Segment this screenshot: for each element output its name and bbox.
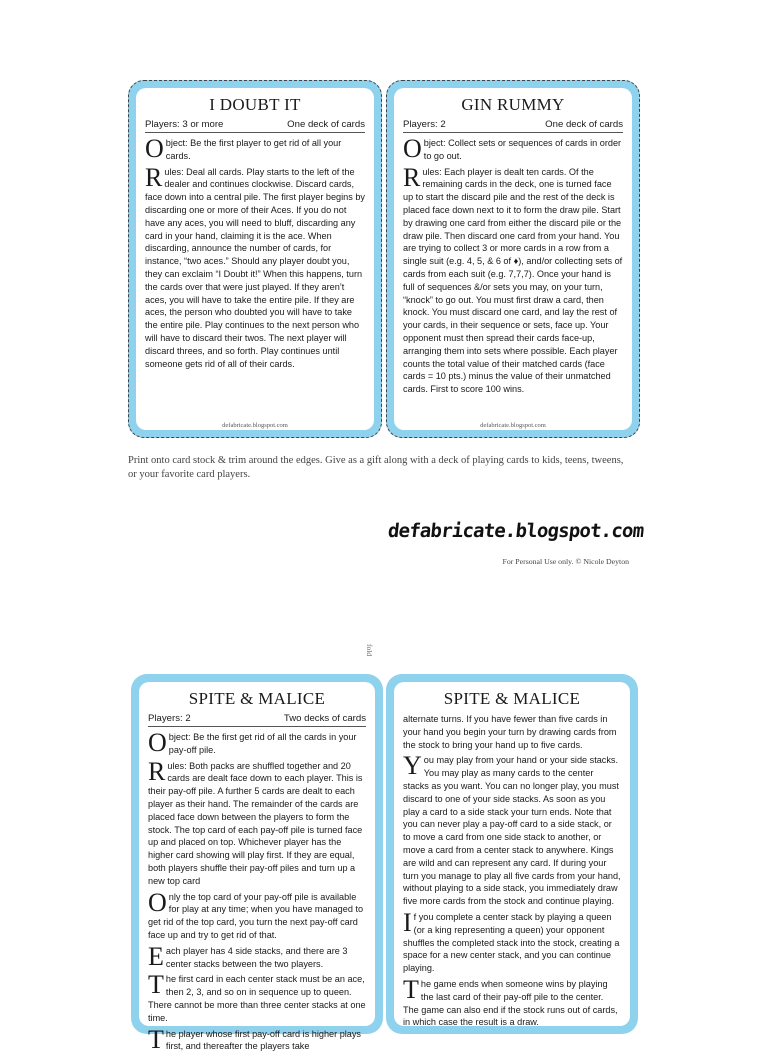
rules-paragraph bbox=[148, 887, 366, 942]
rules-text: ules: Each player is dealt ten cards. Of the remaining cards in the deck, one is turned face up to start the discard pile and the rest of the deck is placed face down next to it to form the draw pile. Start by drawing one card from either the discard pile or the draw pile. Then discard one card from your hand. You are trying to collect 3 or more cards in a row from a single suit (e.g. 4, 5, & 6 of ♦), and/or collecting sets of cards from each suit (e.g. 7,7,7). Once your hand is full of sequences &/or sets you may, on your turn, “knock” to go out. You must first draw a card, then knock. You must discard one card, and lay the rest of your cards, in their sequence or sets, face up. Your opponent must then spread their cards face-up, arranging them into sets where possible. Each player counts the total value of their matched cards (face cards = 10 pts.) minus the value of their unmatched cards. First to score 100 wins. bbox=[403, 166, 623, 395]
players-label: Players: 2 bbox=[403, 119, 446, 130]
object-paragraph bbox=[148, 728, 366, 757]
card-i-doubt-it bbox=[128, 80, 382, 438]
drop-cap: T bbox=[148, 1024, 164, 1054]
rules-paragraph bbox=[148, 941, 366, 971]
equipment-label: One deck of cards bbox=[287, 119, 365, 130]
card-footer: defabricate.blogspot.com bbox=[480, 422, 546, 429]
rules-paragraph bbox=[403, 713, 621, 751]
drop-cap: E bbox=[148, 941, 164, 971]
rules-text: f you complete a center stack by playing a queen (or a king representing a queen) your opponent shuffles the completed stack into the stock, creating a space for a new center stack, and you can continue playing. bbox=[403, 911, 620, 974]
drop-cap: O bbox=[148, 728, 167, 757]
card-title: SPITE & MALICE bbox=[188, 689, 326, 708]
rules-text: nly the top card of your pay-off pile is available for play at any time; when you have managed to get rid of the top card, you turn the next pay-off card face up and try to get rid of that. bbox=[148, 891, 364, 940]
equipment-label: Two decks of cards bbox=[283, 713, 366, 724]
drop-cap: R bbox=[403, 162, 421, 192]
card-meta bbox=[403, 119, 623, 133]
rules-text: ules: Both packs are shuffled together and 20 cards are dealt face down to each player. This is their pay-off pile. A further 5 cards are dealt to each player as their hand. The remainder of the cards are placed face down between the players to form the stock. The top card of each pay-off pile is turned face up and placed on top. Whichever player has the higher card showing will play first. If they are equal, both players shuffle their pay-off piles and turn up a new top card bbox=[148, 760, 363, 886]
card-gin-rummy-body bbox=[394, 88, 632, 430]
copyright-credit: For Personal Use only. © Nicole Deyton bbox=[502, 557, 629, 566]
object-paragraph bbox=[145, 134, 365, 163]
fold-label: fold bbox=[365, 644, 374, 657]
rules-text: alternate turns. If you have fewer than five cards in your hand you begin your turn by drawing cards from the stock to bring your hand up to five cards. bbox=[403, 714, 617, 750]
drop-cap: T bbox=[148, 970, 164, 1000]
rules-paragraph bbox=[148, 756, 366, 888]
rules-text: he first card in each center stack must be an ace, then 2, 3, and so on in sequence up to queen. There cannot be more than three center stacks at one time. bbox=[148, 974, 366, 1023]
drop-cap: I bbox=[403, 907, 412, 937]
card-gin-rummy bbox=[386, 80, 640, 438]
drop-cap: T bbox=[403, 974, 419, 1004]
object-text: bject: Be the first player to get rid of all your cards. bbox=[165, 138, 342, 161]
print-instructions: Print onto card stock & trim around the edges. Give as a gift along with a deck of playing cards to kids, teens, tweens, or your favorite card players. bbox=[128, 455, 624, 480]
card-title: GIN RUMMY bbox=[461, 95, 565, 114]
equipment-label: One deck of cards bbox=[545, 119, 623, 130]
rules-text: ou may play from your hand or your side stacks. You may play as many cards to the center stacks as you want. You can no longer play, you must discard to one of your side stacks. As soon as you play a card to a side stack your turn ends. Note that you can never play a pay-off card to a side stack, or to move a card from one side stack to another, or move a card from a center stack to anywhere. Kings are wild and can represent any card. If during your turn you manage to play all five cards from your hand, without playing to a side stack, you immediately draw five more cards from the stock and continue playing. bbox=[403, 755, 621, 907]
rules-paragraph bbox=[145, 162, 365, 371]
card-title: I DOUBT IT bbox=[209, 95, 301, 114]
rules-text: he game ends when someone wins by playing the last card of their pay-off pile to the center. The game can also end if the stock runs out of cards, in which case the result is a draw. bbox=[403, 978, 618, 1028]
drop-cap: R bbox=[145, 162, 163, 192]
card-spite-malice-front-body bbox=[139, 682, 375, 1054]
drop-cap: O bbox=[148, 887, 167, 917]
drop-cap: Y bbox=[403, 751, 422, 781]
card-footer: defabricate.blogspot.com bbox=[222, 422, 288, 429]
brand-logo: defabricate.blogspot.com bbox=[386, 520, 645, 542]
object-text: bject: Be the first get rid of all the cards in your pay-off pile. bbox=[168, 732, 357, 755]
rules-paragraph bbox=[403, 907, 621, 975]
object-text: bject: Collect sets or sequences of cards in order to go out. bbox=[423, 138, 622, 161]
card-title: SPITE & MALICE bbox=[443, 689, 581, 708]
rules-text: ules: Deal all cards. Play starts to the left of the dealer and continues clockwise. Discard cards, face down into a central pile. The first player begins by discarding one or more of their Aces. If you do not have any aces, you will need to bluff, discarding any card in your hand, claiming it is the ace. When discarding, announce the number of cards, for instance, “two aces.” Should any player doubt you, they can exclaim “I Doubt it!” When this happens, turn the cards over that were just played. If they aren’t aces, you will have to take the entire pile. If they are aces, the person who doubted you will have to take the entire pile. Play continues to the next person who will have to discard their twos. The next player will discard threes, and so forth. Play continues until someone gets rid of all of their cards. bbox=[145, 166, 365, 369]
rules-text: ach player has 4 side stacks, and there are 3 center stacks between the two players. bbox=[165, 945, 348, 969]
players-label: Players: 2 bbox=[148, 713, 191, 724]
card-spite-malice-front bbox=[131, 674, 383, 1054]
players-label: Players: 3 or more bbox=[145, 119, 224, 130]
rules-text: he player whose first pay-off card is higher plays first, and thereafter the players take bbox=[165, 1028, 361, 1052]
card-meta bbox=[148, 713, 366, 727]
rules-paragraph bbox=[148, 970, 366, 1024]
object-paragraph bbox=[403, 134, 623, 163]
drop-cap: O bbox=[403, 134, 422, 163]
rules-paragraph bbox=[403, 974, 621, 1029]
card-spite-malice-back bbox=[386, 674, 638, 1034]
rules-paragraph bbox=[403, 751, 621, 908]
rules-paragraph bbox=[148, 1024, 366, 1054]
card-spite-malice-back-body bbox=[394, 682, 630, 1026]
card-meta bbox=[145, 119, 365, 133]
drop-cap: O bbox=[145, 134, 164, 163]
rules-paragraph bbox=[403, 162, 623, 396]
card-i-doubt-it-body bbox=[136, 88, 374, 430]
drop-cap: R bbox=[148, 756, 166, 786]
